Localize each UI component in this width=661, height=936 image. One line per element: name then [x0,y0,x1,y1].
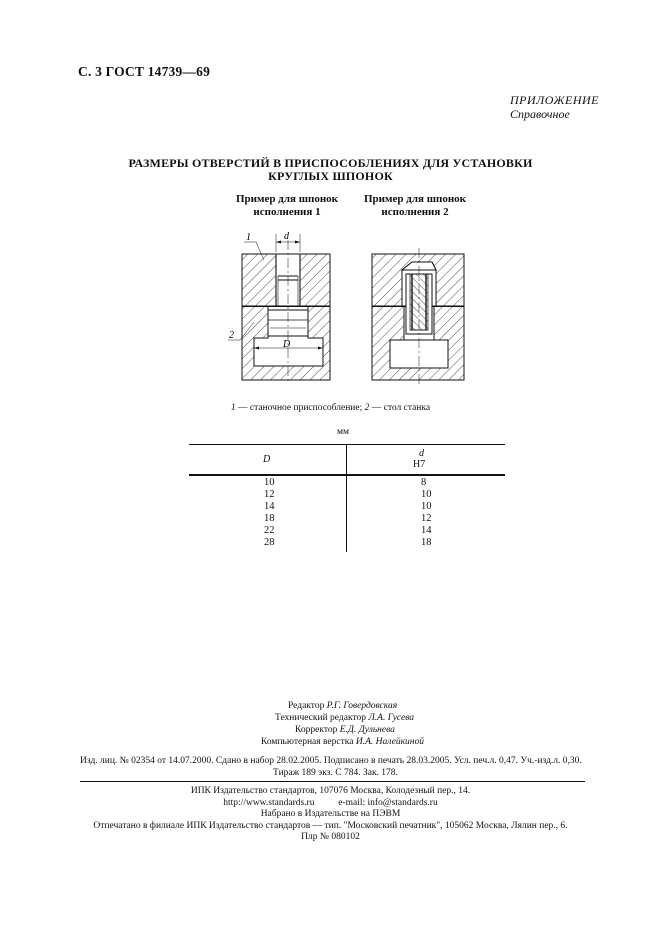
imprint-line1: Изд. лиц. № 02354 от 14.07.2000. Сдано в набор 28.02.2005. Подписано в печать 28.03.2005. Усл. печ.л. 0,47. Уч.-изд.л. 0,30. [80,756,582,766]
label-d: d [284,231,289,242]
table-header-D: D [263,454,271,465]
label-2: 2 [229,330,234,341]
dimensions-table [189,444,505,552]
imprint-block [80,755,582,779]
table-cell-D: 10 [264,477,275,488]
page-header: С. 3 ГОСТ 14739—69 [78,64,211,79]
appendix-label [510,93,599,121]
caption-n1: 1 [230,403,236,413]
table-cell-D: 28 [264,537,275,548]
table-cell-D: 12 [264,489,275,500]
caption-t2: — стол станка [369,403,431,413]
appendix-title: ПРИЛОЖЕНИЕ [510,93,599,107]
publisher-line: Отпечатано в филиале ИПК Издательство стандартов — тип. "Московский печатник", 105062 Москва, Лялин пер., 6. [93,820,568,831]
table-cell-d: 14 [421,525,432,536]
table-cell-d: 10 [421,489,432,500]
table-cell-d: 18 [421,537,432,548]
label-D: D [283,339,291,350]
credit-editor: Редактор Р.Г. Говердовская [288,701,398,711]
credit-corrector: Корректор Е.Д. Дульнева [295,725,395,735]
example-2-line1: Пример для шпонок [364,193,466,205]
table-cell-d: 10 [421,501,432,512]
section-title-line2: КРУГЛЫХ ШПОНОК [268,169,393,183]
publisher-line: Набрано в Издательстве на ПЭВМ [260,809,401,819]
table-cell-d: 8 [421,477,427,488]
table-header-fit: H7 [413,459,426,470]
imprint-line2: Тираж 189 экз. С 784. Зак. 178. [273,768,398,778]
publisher-line: ИПК Издательство стандартов, 107076 Москва, Колодезный пер., 14. [190,786,471,796]
example-2-caption [350,193,480,219]
figure-caption [0,403,661,413]
credit-layout: Компьютерная верстка И.А. Налейкиной [261,737,424,747]
drawing-example-1 [228,231,330,384]
example-1-caption [222,193,352,219]
caption-t1: — станочное приспособление; [235,403,365,413]
example-1-line1: Пример для шпонок [236,193,338,205]
publisher-line: http://www.standards.ru e-mail: info@standards.ru [223,797,438,808]
drawing-example-2 [372,248,464,384]
technical-drawing [226,226,476,386]
table-cell-d: 12 [421,513,432,524]
section-title [0,157,661,183]
publisher-block [0,786,661,844]
table-cell-D: 14 [264,501,275,512]
units-label: мм [337,427,350,437]
table-cell-D: 18 [264,513,275,524]
example-2-line2: исполнения 2 [381,206,449,218]
caption-n2: 2 [364,403,370,413]
table-header-d: d [419,448,424,459]
table-cell-D: 22 [264,525,275,536]
publisher-line: Плр № 080102 [301,832,360,842]
credit-tech-editor: Технический редактор Л.А. Гусева [275,713,415,723]
label-1: 1 [246,232,251,243]
section-title-line1: РАЗМЕРЫ ОТВЕРСТИЙ В ПРИСПОСОБЛЕНИЯХ ДЛЯ УСТАНОВКИ [128,156,533,170]
example-1-line2: исполнения 1 [253,206,321,218]
divider [80,781,585,782]
appendix-subtitle: Справочное [510,107,570,121]
